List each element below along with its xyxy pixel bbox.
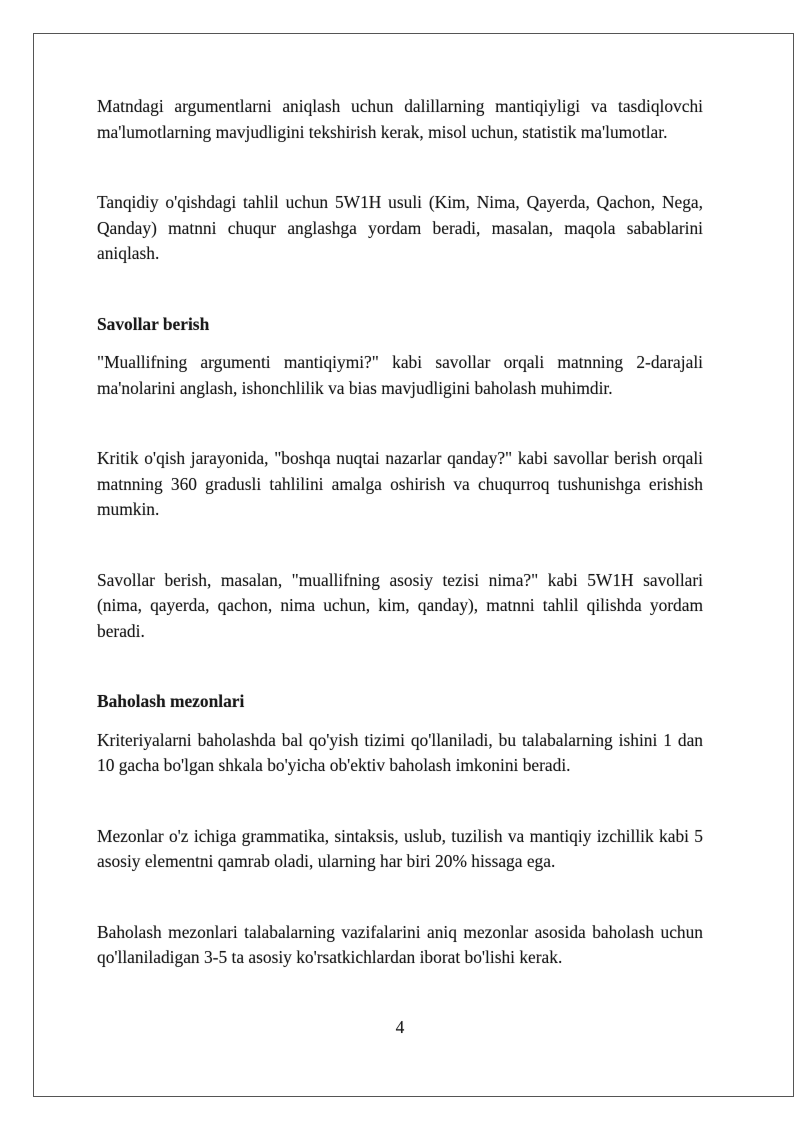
paragraph-criteria-elements: Mezonlar o'z ichiga grammatika, sintaksis, uslub, tuzilish va mantiqiy izchillik kabi 5 asosiy elementni qamrab oladi, ularning har biri 20% hissaga ega. [97, 825, 703, 871]
paragraph-asking-questions: Savollar berish, masalan, "muallifning asosiy tezisi nima?" kabi 5W1H savollari (nima, qayerda, qachon, nima uchun, kim, qanday), matnni tahlil qilishda yordam beradi. [97, 569, 703, 641]
paragraph-scoring-system: Kriteriyalarni baholashda bal qo'yish tizimi qo'llaniladi, bu talabalarning ishini 1 dan 10 gacha bo'lgan shkala bo'yicha ob'ektiv baholash imkonini beradi. [97, 729, 703, 775]
paragraph-assessment-indicators: Baholash mezonlari talabalarning vazifalarini aniq mezonlar asosida baholash uchun qo'llaniladigan 3-5 ta asosiy ko'rsatkichlardan iborat bo'lishi kerak. [97, 921, 703, 967]
paragraph-author-argument: "Muallifning argumenti mantiqiymi?" kabi savollar orqali matnning 2-darajali ma'nolarini anglash, ishonchlilik va bias mavjudligini baholash muhimdir. [97, 352, 703, 398]
paragraph-arguments: Matndagi argumentlarni aniqlash uchun dalillarning mantiqiyligi va tasdiqlovchi ma'lumotlarning mavjudligini tekshirish kerak, misol uchun, statistik ma'lumotlar. [97, 96, 703, 142]
page-content [97, 94, 703, 971]
page-number: 4 [395, 1017, 405, 1037]
heading-baholash-mezonlari: Baholash mezonlari [97, 691, 245, 711]
paragraph-critical-reading: Kritik o'qish jarayonida, "boshqa nuqtai nazarlar qanday?" kabi savollar berish orqali matnning 360 gradusli tahlilini amalga oshirish va chuqurroq tushunishga erishish mumkin. [97, 448, 703, 519]
paragraph-5w1h-method: Tanqidiy o'qishdagi tahlil uchun 5W1H usuli (Kim, Nima, Qayerda, Qachon, Nega, Qanday) matnni chuqur anglashga yordam beradi, masalan, maqola sabablarini aniqlash. [97, 192, 703, 263]
heading-savollar-berish: Savollar berish [97, 313, 210, 334]
